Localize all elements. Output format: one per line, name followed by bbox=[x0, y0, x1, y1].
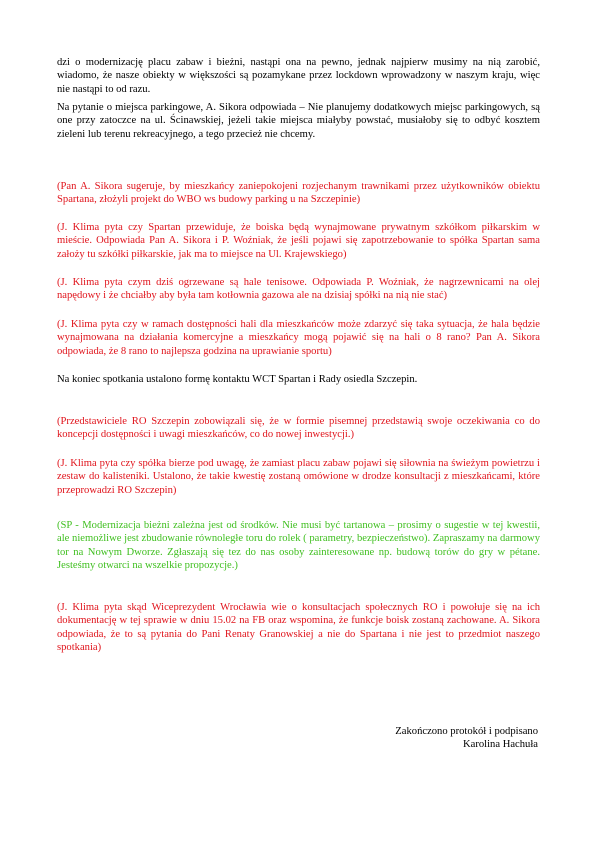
note-hall-availability-question: (J. Klima pyta czy w ramach dostępności hali dla mieszkańców może zdarzyć się taka sytuacja, że hala będzie wynajmowana na działania komercyjne a mieszkańcy mogą pojawić się na hali o 8 rano? Pan A. Sikora odpowiada, że 8 rano to najlepsza godzina na uprawianie sportu) bbox=[57, 319, 540, 357]
note-ro-written-expectations: (Przedstawiciele RO Szczepin zobowiązali się, że w formie pisemnej przedstawią swoje oczekiwania co do koncepcji dostępności i uwagi mieszkańców, co do nowej inwestycji.) bbox=[57, 416, 540, 441]
signature-closing-line: Zakończono protokół i podpisano bbox=[395, 726, 538, 737]
note-wbo-parking-suggestion: (Pan A. Sikora sugeruje, by mieszkańcy zaniepokojeni rozjechanym trawnikami przez użytkowników obiektu Spartana, złożyli projekt do WBO ws budowy parking u na Szczepinie) bbox=[57, 181, 540, 206]
note-outdoor-gym-question: (J. Klima pyta czy spółka bierze pod uwagę, że zamiast placu zabaw pojawi się siłownia na świeżym powietrzu i zestaw do kalisteniki. Ustalono, że takie kwestię zostaną omówione w drodze konsultacji z mieszkańcami, które przeprowadzi RO Szczepin) bbox=[57, 458, 540, 496]
note-sp-track-modernization: (SP - Modernizacja bieżni zależna jest od środków. Nie musi być tartanowa – prosimy o sugestie w tej kwestii, ale niemożliwe jest zbudowanie równoległe toru do rolek ( parametry, bezpieczeństwo). Zapraszamy na darmowy tor na Nowym Dworze. Zgłaszają się tez do nas osoby zainteresowane np. budową torów do gry w pétane. Jesteśmy otwarci na wszelkie propozycje.) bbox=[57, 520, 540, 572]
paragraph-parking-question: Na pytanie o miejsca parkingowe, A. Sikora odpowiada – Nie planujemy dodatkowych miejsc parkingowych, są one przy zatoczce na ul. Ścinawskiej, jeżeli takie miejsca miałyby powstać, musiałoby się to odbyć kosztem zieleni lub terenu rekreacyjnego, a tego przecież nie chcemy. bbox=[57, 102, 540, 140]
signature-name: Karolina Hachuła bbox=[462, 739, 538, 751]
paragraph-contact-form-agreed: Na koniec spotkania ustalono formę kontaktu WCT Spartan i Rady osiedla Szczepin. bbox=[57, 374, 418, 385]
note-tennis-hall-heating-question: (J. Klima pyta czym dziś ogrzewane są hale tenisowe. Odpowiada P. Woźniak, że nagrzewnicami na olej napędowy i że chciałby aby była tam kotłownia gazowa ale na dzisiaj spółki na nią nie stać) bbox=[57, 277, 540, 302]
note-vice-president-consultation-question: (J. Klima pyta skąd Wiceprezydent Wrocławia wie o konsultacjach społecznych RO i powołuje się na ich dokumentację w tej sprawie w dniu 15.02 na FB oraz wspomina, że funkcje boisk zostaną zachowane. A. Sikora odpowiada, że to są pytania do Pani Renaty Granowskiej a nie do Spartana i nie jest to przedmiot naszego spotkania) bbox=[57, 602, 540, 654]
signature-block bbox=[395, 725, 538, 752]
paragraph-playground-modernization: dzi o modernizację placu zabaw i bieżni, nastąpi ona na pewno, jednak najpierw musimy na nią zarobić, wiadomo, że nasze obiekty w większości są pozamykane przez lockdown wprowadzony w naszym kraju, więc nie nastąpi to od razu. bbox=[57, 57, 540, 95]
note-football-schools-question: (J. Klima pyta czy Spartan przewiduje, że boiska będą wynajmowane prywatnym szkółkom piłkarskim w mieście. Odpowiada Pan A. Sikora i P. Woźniak, że jeśli pojawi się zapotrzebowanie to spółka Spartan sama założy tu szkółki piłkarskie, jak ma to miejsce na Ul. Krajewskiego) bbox=[57, 222, 540, 260]
